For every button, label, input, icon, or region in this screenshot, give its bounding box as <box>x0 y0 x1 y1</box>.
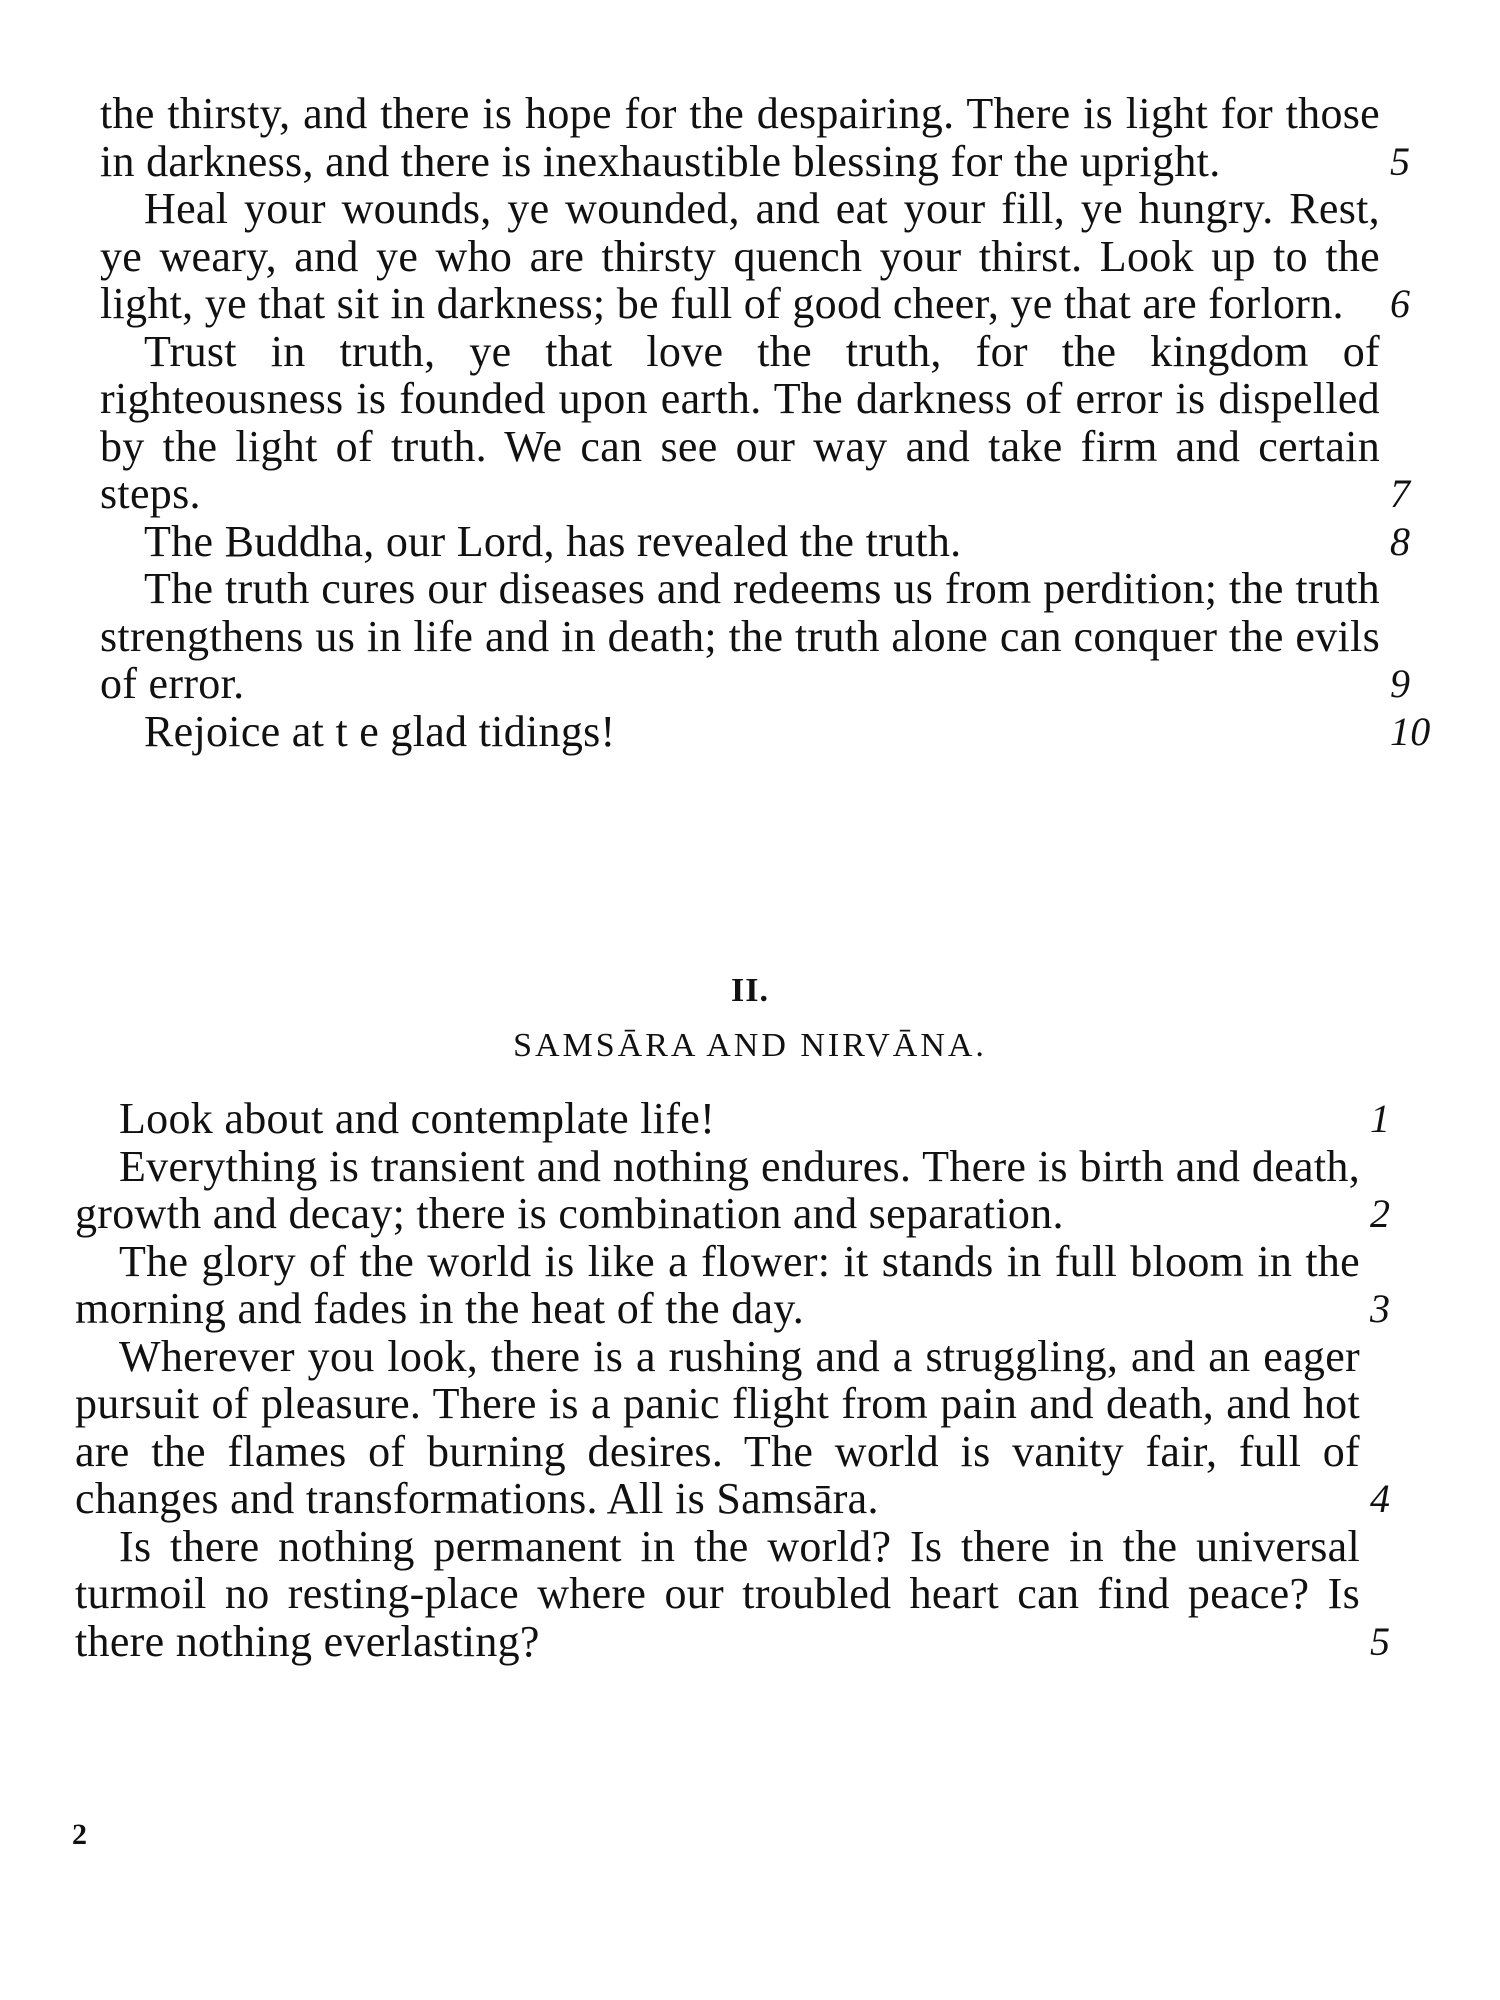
paragraph <box>100 708 1440 756</box>
paragraph <box>100 328 1440 518</box>
paragraph-text: Wherever you look, there is a rushing and a struggling, and an eager pursuit of pleasure. There is a panic flight from pain and death, and hot are the flames of burning desires. The world is vanity fair, full of changes and transformations. All is Samsāra. <box>75 1331 1360 1523</box>
paragraph <box>75 1143 1420 1238</box>
paragraph-text: The Buddha, our Lord, has revealed the truth. <box>144 516 962 566</box>
paragraph-text: Heal your wounds, ye wounded, and eat your fill, ye hungry. Rest, ye weary, and ye who are thirsty quench your thirst. Look up to the light, ye that sit in darkness; be full of good cheer, ye that are forlorn. <box>100 184 1380 328</box>
section-1-text <box>100 90 1440 755</box>
paragraph <box>100 565 1440 708</box>
paragraph-text: Everything is transient and nothing endures. There is birth and death, growth and decay; there is combination and separation. <box>75 1141 1360 1238</box>
paragraph-text: Rejoice at t e glad tidings! <box>144 706 616 756</box>
verse-number: 2 <box>1370 1191 1391 1236</box>
paragraph <box>100 518 1440 566</box>
verse-number: 9 <box>1390 661 1411 706</box>
paragraph-text: the thirsty, and there is hope for the despairing. There is light for those in darkness, and there is inexhaustible blessing for the upright. <box>100 89 1380 186</box>
paragraph <box>75 1095 1420 1143</box>
paragraph <box>75 1333 1420 1523</box>
paragraph-text: Is there nothing permanent in the world? Is there in the universal turmoil no resting-place where our troubled heart can find peace? Is there nothing everlasting? <box>75 1521 1360 1666</box>
paragraph <box>100 90 1440 185</box>
verse-number: 8 <box>1390 518 1411 564</box>
page-number: 2 <box>72 1818 87 1851</box>
paragraph-text: Look about and contemplate life! <box>119 1094 716 1143</box>
section-title: SAMSĀRA AND NIRVĀNA. <box>513 1027 987 1064</box>
paragraph <box>100 185 1440 328</box>
paragraph <box>75 1523 1420 1666</box>
section-2-text <box>75 1095 1420 1665</box>
paragraph <box>75 1238 1420 1333</box>
section-number: II. <box>731 972 769 1009</box>
paragraph-text: Trust in truth, ye that love the truth, for the kingdom of righteousness is founded upon earth. The darkness of error is dispelled by the light of truth. We can see our way and take firm and certain steps. <box>100 326 1380 518</box>
verse-number: 7 <box>1390 471 1411 516</box>
verse-number: 6 <box>1390 281 1411 326</box>
verse-number: 1 <box>1370 1096 1391 1141</box>
verse-number: 10 <box>1390 708 1431 754</box>
verse-number: 3 <box>1370 1286 1391 1331</box>
verse-number: 5 <box>1390 138 1411 184</box>
paragraph-text: The glory of the world is like a flower: it stands in full bloom in the morning and fades in the heat of the day. <box>75 1236 1360 1333</box>
verse-number: 5 <box>1370 1618 1391 1664</box>
verse-number: 4 <box>1370 1476 1391 1521</box>
paragraph-text: The truth cures our diseases and redeems us from perdition; the truth strengthens us in life and in death; the truth alone can conquer the evils of error. <box>100 564 1380 708</box>
